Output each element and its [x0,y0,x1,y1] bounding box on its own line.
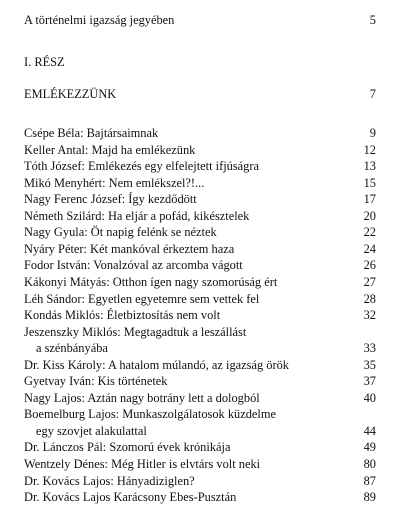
toc-entry-page: 15 [363,175,376,190]
toc-entry [24,175,376,191]
toc-entry-title: Németh Szilárd: Ha eljár a pofád, kikésztelek [24,208,250,223]
toc-entry [24,456,376,472]
toc-entry-title: Kákonyi Mátyás: Otthon ígen nagy szomorúság ért [24,275,278,289]
toc-entry [24,257,376,273]
toc-entry-page: 9 [369,126,376,140]
toc-entry [24,291,376,307]
toc-entry-page: 26 [363,258,376,273]
toc-entry-page: 28 [363,291,376,306]
toc-entry-title: Mikó Menyhért: Nem emlékszel?!... [24,175,205,190]
toc-entry-title: Jeszenszky Miklós: Megtagadtuk a leszállást [24,324,247,339]
toc-entry [24,390,376,406]
toc-entry-page: 12 [363,142,376,157]
toc-entry-title: Tóth József: Emlékezés egy elfelejtett ifjúságra [24,159,259,174]
toc-entry [24,324,376,340]
toc-entry-title: Csépe Béla: Bajtársaimnak [24,126,159,140]
toc-intro-title: A történelmi igazság jegyében [24,13,175,27]
toc-entry [24,125,376,141]
toc-entry-title: Dr. Kovács Lajos: Hányadiziglen? [24,473,195,488]
toc-entry [24,489,376,505]
toc-entry-title: Nagy Ferenc József: Így kezdődött [24,192,197,207]
toc-entry-page: 20 [363,208,376,223]
toc-entry [24,357,376,373]
toc-entry-page: 87 [363,473,376,488]
toc-entry-title: Nagy Gyula: Öt napig felénk se néztek [24,225,217,240]
toc-entry-page: 32 [363,308,376,323]
toc-entry-page: 17 [363,192,376,207]
toc-entry-title: Léh Sándor: Egyetlen egyetemre sem vettek fel [24,291,260,306]
toc-entry-title: Nagy Lajos: Aztán nagy botrány lett a dologból [24,390,260,405]
toc-entry-page: 89 [363,490,376,505]
toc-section-line [24,86,376,102]
toc-entry [24,406,376,422]
toc-entry [24,191,376,207]
toc-entry-page: 24 [363,241,376,256]
toc-entry-title: Wentzely Dénes: Még Hitler is elvtárs volt neki [24,457,261,471]
toc-entry [24,142,376,158]
toc-entry-title: a szénbányába [36,341,108,356]
toc-entry-continuation [24,423,376,439]
toc-entry-page: 80 [363,457,376,471]
toc-section-page: 7 [369,87,376,101]
toc-entry-page: 37 [363,374,376,389]
toc-entry-title: egy szovjet alakulattal [36,423,147,438]
toc-entry-title: Keller Antal: Majd ha emlékezünk [24,142,196,157]
toc-entry-title: Dr. Kiss Károly: A hatalom múlandó, az igazság örök [24,357,289,372]
toc-entry-page: 40 [363,390,376,405]
toc-entry-page: 49 [363,440,376,455]
toc-entry [24,307,376,323]
toc-entry [24,274,376,290]
toc-entry [24,373,376,389]
toc-entry-title: Dr. Kovács Lajos Karácsony Ebes-Pusztán [24,490,237,505]
part-label: I. RÉSZ [24,55,65,69]
toc-entry-title: Nyáry Péter: Két mankóval érkeztem haza [24,241,235,256]
toc-entry [24,208,376,224]
toc-entry-page: 22 [363,225,376,240]
toc-entry-page: 35 [363,357,376,372]
toc-entry [24,158,376,174]
toc-intro-line [24,12,376,28]
toc-entry-title: Gyetvay Iván: Kis történetek [24,374,168,389]
toc-entry-title: Dr. Lánczos Pál: Szomorú évek krónikája [24,440,231,455]
toc-entry-page: 44 [363,423,376,438]
toc-entry-title: Boemelburg Lajos: Munkaszolgálatosok küzdelme [24,407,277,422]
toc-entry [24,473,376,489]
toc-entry [24,439,376,455]
toc-entry-page: 33 [363,341,376,356]
toc-entry-page: 27 [363,275,376,289]
toc-entry-title: Kondás Miklós: Életbiztosítás nem volt [24,308,221,323]
toc-entry [24,224,376,240]
toc-entry-continuation [24,340,376,356]
toc-entry-title: Fodor István: Vonalzóval az arcomba vágott [24,258,243,273]
toc-entry-page: 13 [363,159,376,174]
toc-intro-page: 5 [369,13,376,27]
toc-section-title: EMLÉKEZZÜNK [24,87,117,101]
toc-entry [24,241,376,257]
